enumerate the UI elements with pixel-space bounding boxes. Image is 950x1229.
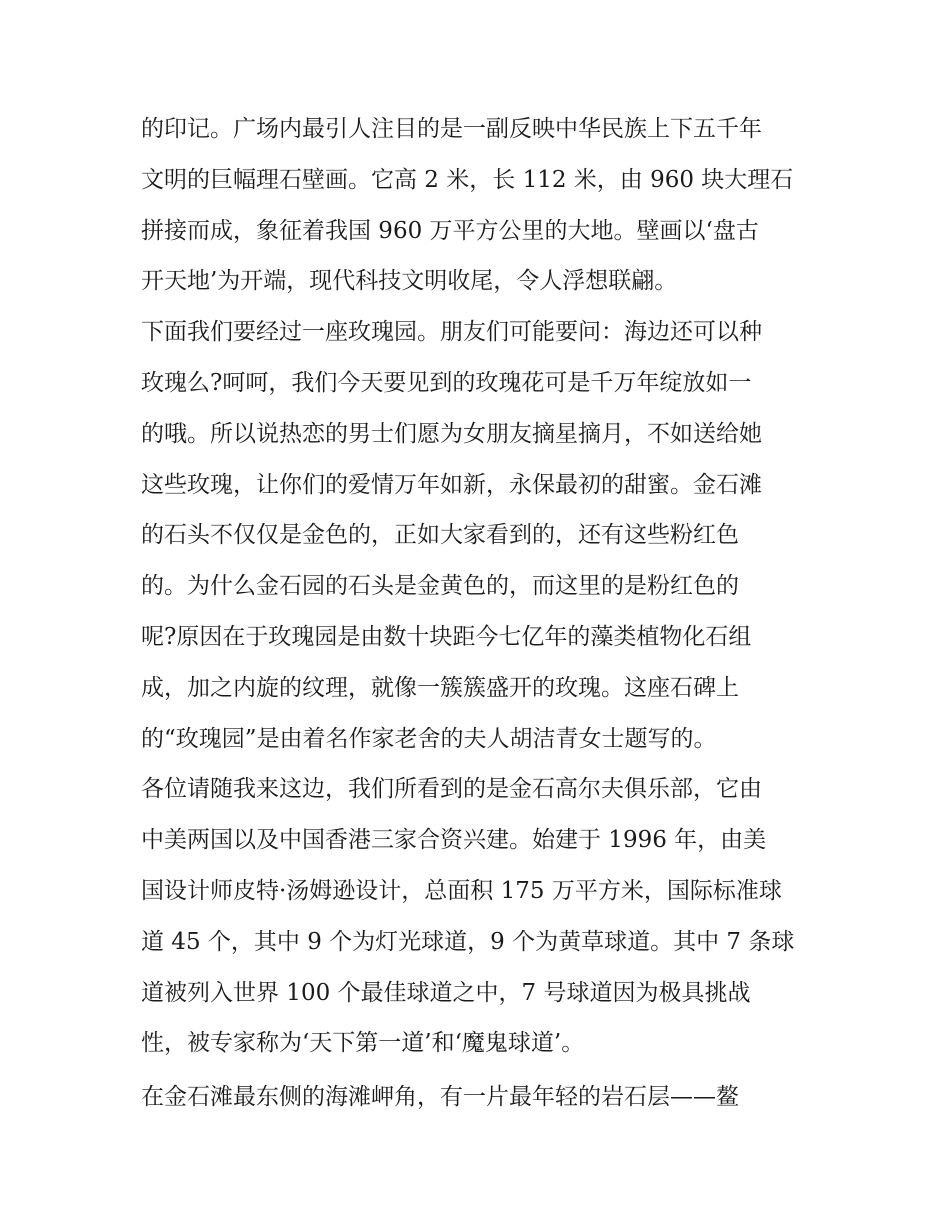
text-line: 拼接而成，象征着我国 960 万平方公里的大地。壁画以‘盘古 (141, 217, 759, 244)
text-line: 玫瑰么?呵呵，我们今天要见到的玫瑰花可是千万年绽放如一 (141, 369, 752, 396)
text-line: 的石头不仅仅是金色的，正如大家看到的，还有这些粉红色 (141, 522, 739, 549)
text-line: 在金石滩最东侧的海滩岬角，有一片最年轻的岩石层——鳌 (141, 1084, 739, 1111)
text-line: 中美两国以及中国香港三家合资兴建。始建于 1996 年，由美 (141, 827, 767, 854)
text-line: 这些玫瑰，让你们的爱情万年如新，永保最初的甜蜜。金石滩 (141, 471, 762, 498)
text-line: 开天地’为开端，现代科技文明收尾，令人浮想联翩。 (141, 268, 678, 295)
text-line: 道被列入世界 100 个最佳球道之中，7 号球道因为极具挑战 (141, 979, 751, 1006)
text-line: 的。为什么金石园的石头是金黄色的，而这里的是粉红色的 (141, 573, 739, 600)
text-line: 下面我们要经过一座玫瑰园。朋友们可能要问：海边还可以种 (141, 319, 762, 346)
text-line: 性，被专家称为‘天下第一道’和‘魔鬼球道’。 (141, 1030, 585, 1057)
text-line: 各位请随我来这边，我们所看到的是金石高尔夫俱乐部，它由 (141, 776, 762, 803)
text-line: 文明的巨幅理石壁画。它高 2 米，长 112 米，由 960 块大理石 (141, 166, 794, 193)
text-line: 的哦。所以说热恋的男士们愿为女朋友摘星摘月，不如送给她 (141, 420, 762, 447)
body-text (141, 104, 821, 1123)
text-line: 的印记。广场内最引人注目的是一副反映中华民族上下五千年 (141, 116, 762, 142)
text-line: 的“玫瑰园”是由着名作家老舍的夫人胡洁青女士题写的。 (141, 725, 717, 752)
text-line: 呢?原因在于玫瑰园是由数十块距今七亿年的藻类植物化石组 (141, 623, 752, 650)
text-line: 国设计师皮特·汤姆逊设计，总面积 175 万平方米，国际标准球 (141, 877, 782, 904)
text-line: 道 45 个，其中 9 个为灯光球道，9 个为黄草球道。其中 7 条球 (141, 928, 795, 955)
text-line: 成，加之内旋的纹理，就像一簇簇盛开的玫瑰。这座石碑上 (141, 674, 739, 701)
